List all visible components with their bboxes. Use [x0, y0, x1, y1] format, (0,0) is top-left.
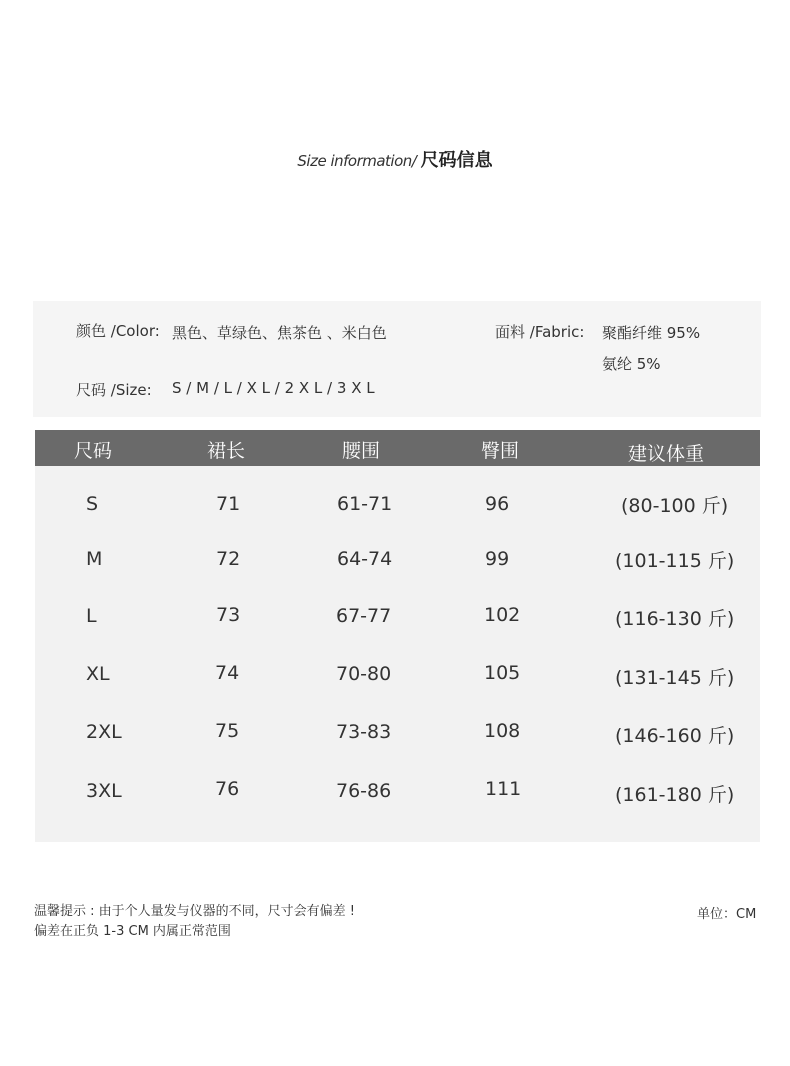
table-cell: S	[86, 493, 99, 515]
table-cell: 99	[485, 548, 510, 570]
color-value: 黑色、草绿色、焦茶色 、米白色	[172, 324, 387, 342]
size-table-header	[35, 430, 760, 466]
table-cell: (101-115 斤)	[615, 550, 735, 572]
table-cell: 67-77	[336, 605, 392, 627]
table-cell: (146-160 斤)	[615, 725, 735, 747]
table-cell: 75	[215, 720, 240, 742]
table-cell: 72	[216, 548, 241, 570]
table-cell: 74	[215, 662, 240, 684]
header-waist: 腰围	[342, 440, 381, 462]
table-cell: 108	[484, 720, 521, 742]
product-info-panel	[33, 301, 761, 417]
table-cell: 76	[215, 778, 240, 800]
table-cell: 76-86	[336, 780, 392, 802]
table-cell: 73-83	[336, 721, 392, 743]
table-cell: 2XL	[86, 721, 122, 743]
color-label: 颜色 /Color:	[76, 322, 160, 340]
table-cell: XL	[86, 663, 110, 685]
header-size: 尺码	[74, 440, 113, 462]
fabric-label: 面料 /Fabric:	[495, 323, 585, 341]
table-cell: 64-74	[337, 548, 393, 570]
table-cell: 105	[484, 662, 521, 684]
table-cell: 102	[484, 604, 521, 626]
table-cell: 73	[216, 604, 241, 626]
table-cell: 61-71	[337, 493, 393, 515]
page-title	[0, 146, 790, 172]
unit-label: 单位：CM	[697, 907, 757, 922]
title-english: Size information/	[297, 152, 421, 170]
size-value: S / M / L / X L / 2 X L / 3 X L	[172, 379, 375, 397]
fabric-line-1: 聚酯纤维 95%	[602, 324, 701, 342]
header-weight: 建议体重	[628, 443, 705, 465]
tip-note-line-1: 温馨提示 : 由于个人量发与仪器的不同，尺寸会有偏差 !	[34, 904, 355, 919]
size-label: 尺码 /Size:	[76, 381, 152, 399]
fabric-line-2: 氨纶 5%	[602, 355, 661, 373]
title-chinese: 尺码信息	[420, 150, 493, 171]
table-cell: 111	[485, 778, 522, 800]
table-cell: 96	[485, 493, 510, 515]
table-cell: L	[86, 605, 97, 627]
tip-note-line-2: 偏差在正负 1-3 CM 内属正常范围	[34, 924, 231, 939]
table-cell: 70-80	[336, 663, 392, 685]
header-hip: 臀围	[481, 440, 520, 462]
table-cell: (131-145 斤)	[615, 667, 735, 689]
table-cell: (116-130 斤)	[615, 608, 735, 630]
table-cell: 3XL	[86, 780, 122, 802]
table-cell: 71	[216, 493, 241, 515]
table-cell: M	[86, 548, 103, 570]
table-cell: (80-100 斤)	[621, 495, 729, 517]
header-length: 裙长	[207, 440, 246, 462]
table-cell: (161-180 斤)	[615, 784, 735, 806]
size-table-body	[35, 466, 760, 842]
